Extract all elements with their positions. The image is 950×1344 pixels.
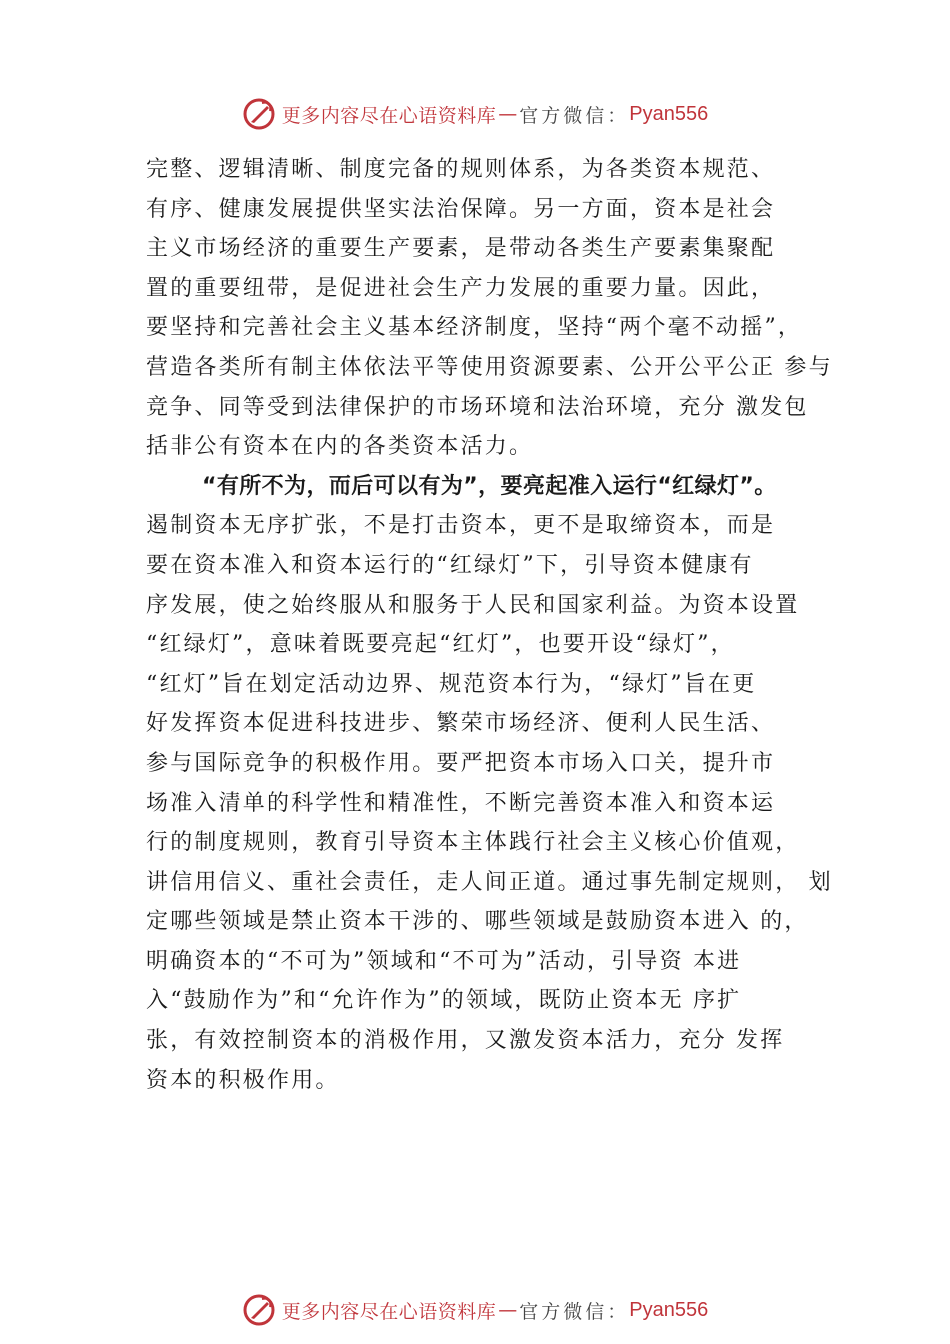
body-line: 好发挥资本促进科技进步、繁荣市场经济、便利人民生活、 xyxy=(146,711,776,737)
body-line: 讲信用信义、重社会责任，走人间正道。通过事先制定规则， 划 xyxy=(146,869,833,895)
banner-wechat-label: 官方微信： xyxy=(519,104,630,127)
body-line: 有序、健康发展提供坚实法治保障。另一方面，资本是社会 xyxy=(146,196,776,222)
body-line: 遏制资本无序扩张，不是打击资本，更不是取缔资本，而是 xyxy=(146,513,776,539)
body-line: 资本的积极作用。 xyxy=(146,1067,340,1093)
body-line: 括非公有资本在内的各类资本活力。 xyxy=(146,434,534,460)
body-line: 参与国际竞争的积极作用。要严把资本市场入口关，提升市 xyxy=(146,750,776,776)
body-line: 张，有效控制资本的消极作用，又激发资本活力，充分 发挥 xyxy=(146,1028,785,1054)
body-line: 竞争、同等受到法律保护的市场环境和法治环境，充分 激发包 xyxy=(146,394,809,420)
body-line: 行的制度规则，教育引导资本主体践行社会主义核心价值观， xyxy=(146,830,800,856)
banner-wechat-id: Pyan556 xyxy=(629,1298,709,1321)
body-line: “红灯”旨在划定活动边界、规范资本行为，“绿灯”旨在更 xyxy=(146,671,757,697)
footer-banner xyxy=(0,1290,950,1330)
banner-dash: — xyxy=(498,1299,518,1321)
banner-dash: — xyxy=(498,103,518,125)
banner-wechat-label: 官方微信： xyxy=(519,1300,630,1323)
document-body xyxy=(146,150,832,1100)
body-line: 入“鼓励作为”和“允许作为”的领域，既防止资本无 序扩 xyxy=(146,988,742,1014)
banner-wechat-id: Pyan556 xyxy=(629,102,709,125)
banner-brand: 更多内容尽在心语资料库 xyxy=(281,104,497,127)
header-banner xyxy=(0,94,950,134)
body-line: 明确资本的“不可为”领域和“不可为”活动，引导资 本进 xyxy=(146,948,742,974)
body-line: 要在资本准入和资本运行的“红绿灯”下，引导资本健康有 xyxy=(146,552,754,578)
body-line: 置的重要纽带，是促进社会生产力发展的重要力量。因此， xyxy=(146,275,776,301)
section-heading: “有所不为，而后可以有为”，要亮起准入运行“红绿灯”。 xyxy=(202,473,777,499)
banner-brand: 更多内容尽在心语资料库 xyxy=(281,1300,497,1323)
body-line: 序发展，使之始终服从和服务于人民和国家利益。为资本设置 xyxy=(146,592,800,618)
body-line: 营造各类所有制主体依法平等使用资源要素、公开公平公正 参与 xyxy=(146,354,833,380)
quill-logo-icon xyxy=(242,97,276,131)
body-line: 场准入清单的科学性和精准性，不断完善资本准入和资本运 xyxy=(146,790,776,816)
body-line: “红绿灯”，意味着既要亮起“红灯”，也要开设“绿灯”， xyxy=(146,632,735,658)
body-line: 要坚持和完善社会主义基本经济制度，坚持“两个毫不动摇”， xyxy=(146,315,803,341)
body-line: 完整、逻辑清晰、制度完备的规则体系，为各类资本规范、 xyxy=(146,157,776,182)
body-line: 主义市场经济的重要生产要素，是带动各类生产要素集聚配 xyxy=(146,236,776,262)
quill-logo-icon xyxy=(242,1293,276,1327)
body-line: 定哪些领域是禁止资本干涉的、哪些领域是鼓励资本进入 的， xyxy=(146,909,809,935)
